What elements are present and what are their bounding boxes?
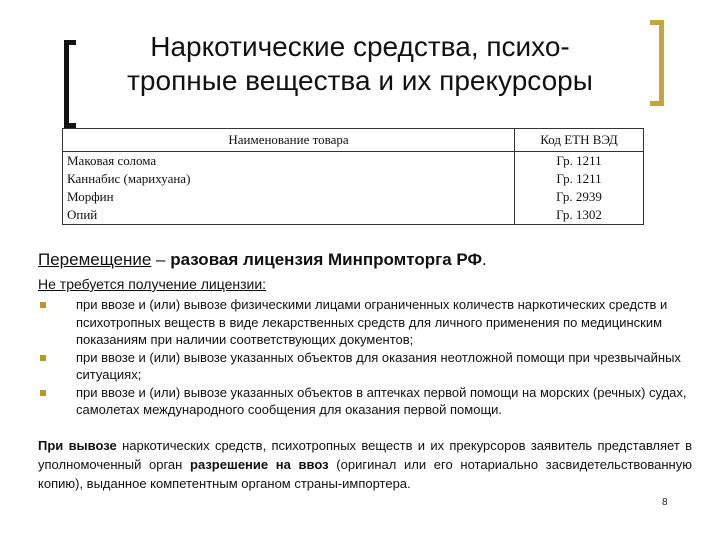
movement-label: Перемещение: [38, 250, 152, 269]
tnved-code-cell: Гр. 2939: [515, 188, 644, 206]
bullet-square-icon: [40, 302, 46, 308]
movement-heading: [38, 249, 487, 271]
list-item-lead: при ввозе и (или) вывозе указанных объектов в аптечках первой помощи на морских (речных) судах, самолетах международного сообщения для оказания первой помощи.: [76, 384, 687, 417]
header-tnved-code: Код ЕТН ВЭД: [515, 129, 644, 152]
import-permit-bold: разрешение на ввоз: [190, 457, 329, 472]
movement-dash: –: [151, 250, 171, 269]
export-paragraph: [38, 436, 692, 493]
movement-text: разовая лицензия Минпромторга РФ: [170, 250, 483, 269]
tnved-code-cell: Гр. 1211: [515, 152, 644, 171]
export-text-2: (оригинал или его нотариально засвидетельствованную копию), выданное компетентным органом страны-импортера.: [38, 457, 692, 491]
product-name-cell: Опий: [63, 206, 515, 225]
table-row: [63, 206, 644, 225]
export-bold-lead: При вывозе: [38, 438, 117, 453]
table-header-row: [63, 129, 644, 152]
product-name-cell: Маковая солома: [63, 152, 515, 171]
left-bracket-decoration: [64, 40, 76, 128]
list-item-rest: ограниченных количеств наркотических средств и психотропных веществ в виде лекарственных средств для личного применения по медицинским показаниям при наличии соответствующих документов;: [76, 297, 668, 347]
bullet-square-icon: [40, 390, 46, 396]
no-license-heading: Не требуется получение лицензии:: [38, 276, 267, 292]
list-item: [38, 296, 688, 349]
list-item-lead: при ввозе и (или) вывозе указанных объектов для оказания неотложной помощи при чрезвычайных ситуациях;: [76, 349, 681, 382]
goods-table: [62, 128, 644, 225]
table-row: [63, 152, 644, 171]
product-name-cell: Каннабис (марихуана): [63, 170, 515, 188]
title-line-1: Наркотические средства, психо-: [150, 31, 570, 62]
right-bracket-decoration: [650, 20, 664, 106]
table-row: [63, 188, 644, 206]
table-row: [63, 170, 644, 188]
list-item: [38, 384, 688, 419]
product-name-cell: Морфин: [63, 188, 515, 206]
list-item-lead: при ввозе и (или) вывозе физическими лицами: [76, 297, 361, 312]
bullet-square-icon: [40, 355, 46, 361]
list-item: [38, 349, 688, 384]
export-text-1: наркотических средств, психотропных веществ и их прекурсоров заявитель представляет в уполномоченный орган: [38, 438, 693, 472]
tnved-code-cell: Гр. 1211: [515, 170, 644, 188]
page-number: 8: [662, 497, 668, 508]
movement-period: .: [482, 250, 487, 269]
exemption-list: [38, 296, 688, 419]
title-line-2: тропные вещества и их прекурсоры: [127, 65, 593, 96]
tnved-code-cell: Гр. 1302: [515, 206, 644, 225]
slide-title: [80, 30, 640, 98]
header-product-name: Наименование товара: [63, 129, 515, 152]
